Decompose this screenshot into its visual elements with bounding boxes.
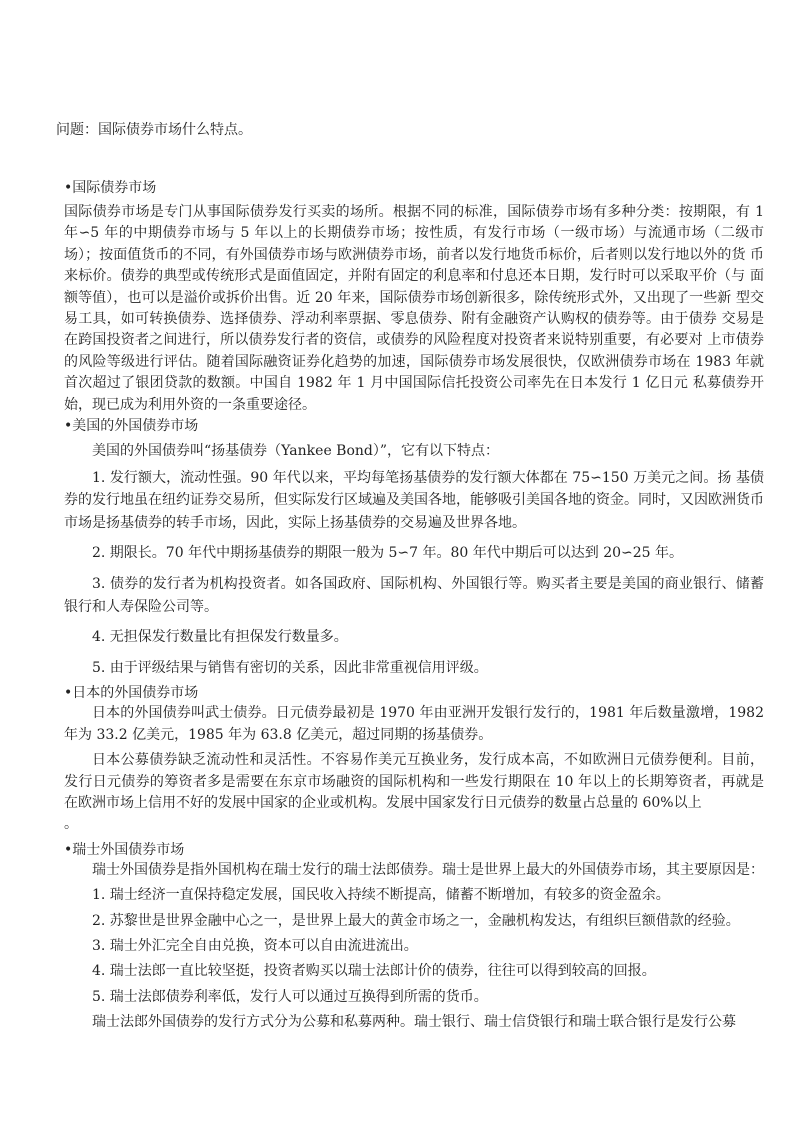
section-swiss-foreign-bond-market <box>64 840 764 1034</box>
list-item: 3. 债券的发行者为机构投资者。如各国政府、国际机构、外国银行等。购买者主要是美国的商业银行、储蓄银行和人寿保险公司等。 <box>64 576 764 615</box>
paragraph: 国际债券市场是专门从事国际债券发行买卖的场所。根据不同的标准，国际债券市场有多种分类：按期限，有 1 年∽5 年的中期债券市场与 5 年以上的长期债券市场；按性质，有发行市场（一级市场）与流通市场（二级市场）；按面值货币的不同，有外国债券市场与欧洲债券市场，前者以发行地货币标价，后者则以发行地以外的货 币来标价。债券的典型或传统形式是面值固定，并附有固定的利息率和付息还本日期，发行时可以采取平价（与 面额等值），也可以是溢价或拆价出售。近 20 年来，国际债券市场创新很多，除传统形式外，又出现了一些新 型交易工具，如可转换债券、选择债券、浮动利率票据、零息债券、附有金融资产认购权的债券等。由于债券 交易是在跨国投资者之间进行，所以债券发行者的资信，或债券的风险程度对投资者来说特别重要，有必要对 上市债券的风险等级进行评估。随着国际融资证券化趋势的加速，国际债券市场发展很快，仅欧洲债券市场在 1983 年就首次超过了银团贷款的数额。中国自 1982 年 1 月中国国际信托投资公司率先在日本发行 1 亿日元 私募债券开始，现已成为利用外资的一条重要途径。 <box>64 204 764 413</box>
section-heading: •日本的外国债券市场 <box>64 685 199 702</box>
section-heading: •瑞士外国债券市场 <box>64 841 185 858</box>
section-us-foreign-bond-market <box>64 416 764 679</box>
list-item: 2. 苏黎世是世界金融中心之一，是世界上最大的黄金市场之一，金融机构发达，有组织巨额借款的经验。 <box>92 912 740 929</box>
section-heading: •国际债券市场 <box>64 180 157 196</box>
paragraph: 日本的外国债券叫武士债券。日元债券最初是 1970 年由亚洲开发银行发行的，1981 年后数量激增，1982 年为 33.2 亿美元，1985 年为 63.8 亿美元，超过同期的扬基债券。 <box>64 705 764 743</box>
paragraph: 日本公募债券缺乏流动性和灵活性。不容易作美元互换业务，发行成本高，不如欧洲日元债券便利。目前， 发行日元债券的筹资者多是需要在东京市场融资的国际机构和一些发行期限在 10 年以上的长期筹资者，再就是 在欧洲市场上信用不好的发展中国家的企业或机构。发展中国家发行日元债券的数量占总量的 60%以上 <box>64 752 764 812</box>
list-item: 5. 由于评级结果与销售有密切的关系，因此非常重视信用评级。 <box>92 659 488 676</box>
document-body <box>64 178 764 1034</box>
paragraph: 瑞士法郎外国债券的发行方式分为公募和私募两种。瑞士银行、瑞士信贷银行和瑞士联合银行是发行公募 <box>92 1014 736 1031</box>
list-item: 1. 发行额大，流动性强。90 年代以来，平均每笔扬基债券的发行额大体都在 75∽150 万美元之间。扬 基债券的发行地虽在纽约证券交易所，但实际发行区域遍及美国各地，能够吸引美国各地的资金。同时，又因欧洲货币市场是扬基债券的转手市场，因此，实际上扬基债券的交易遍及世界各地。 <box>64 469 764 531</box>
paragraph-tail: 。 <box>64 816 78 833</box>
paragraph: 美国的外国债券叫“扬基债券（Yankee Bond）”，它有以下特点： <box>92 443 500 460</box>
section-japan-foreign-bond-market <box>64 683 764 835</box>
list-item: 1. 瑞士经济一直保持稳定发展，国民收入持续不断提高，储蓄不断增加，有较多的资金盈余。 <box>92 887 670 904</box>
section-international-bond-market <box>64 178 764 416</box>
list-item: 4. 无担保发行数量比有担保发行数量多。 <box>92 629 348 646</box>
paragraph: 瑞士外国债券是指外国机构在瑞士发行的瑞士法郎债券。瑞士是世界上最大的外国债券市场，其主要原因是： <box>92 861 764 878</box>
section-heading: •美国的外国债券市场 <box>64 418 199 435</box>
list-item: 5. 瑞士法郎债券利率低，发行人可以通过互换得到所需的货币。 <box>92 988 488 1005</box>
question-line: 问题：国际债券市场什么特点。 <box>56 122 252 138</box>
list-item: 2. 期限长。70 年代中期扬基债券的期限一般为 5∽7 年。80 年代中期后可以达到 20∽25 年。 <box>92 545 684 562</box>
list-item: 4. 瑞士法郎一直比较坚挺，投资者购买以瑞士法郎计价的债券，往往可以得到较高的回报。 <box>92 963 656 980</box>
list-item: 3. 瑞士外汇完全自由兑换，资本可以自由流进流出。 <box>92 938 418 955</box>
